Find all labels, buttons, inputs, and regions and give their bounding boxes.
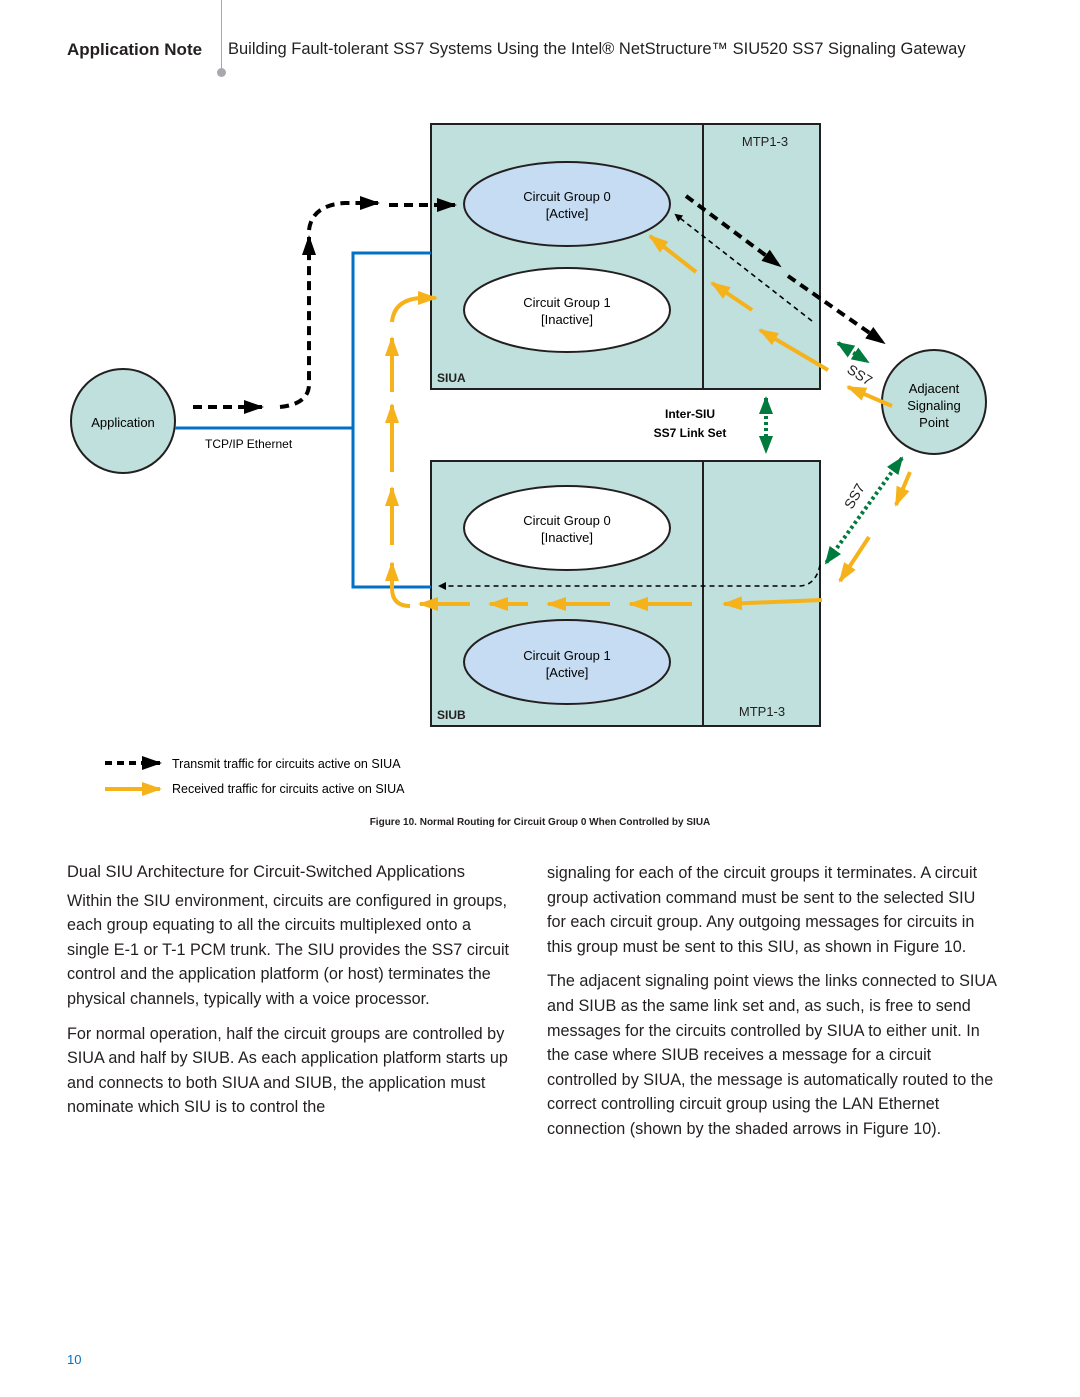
- application-node: [71, 369, 175, 473]
- svg-text:Signaling: Signaling: [907, 398, 961, 413]
- legend-received-label: Received traffic for circuits active on SIUA: [172, 782, 405, 796]
- siua-label: SIUA: [437, 371, 466, 385]
- svg-text:Inter-SIU: Inter-SIU: [664, 407, 716, 421]
- paragraph-3: signaling for each of the circuit groups it terminates. A circuit group activation command must be sent to the selected SIU for each circuit group. Any outgoing messages for circuits in this group must be sent to this SIU, as shown in Figure 10.: [547, 864, 978, 956]
- svg-text:[Inactive]: [Inactive]: [540, 312, 594, 327]
- circuit-group-0-siua: [464, 162, 670, 246]
- circuit-group-1-siub: [464, 620, 670, 704]
- adjacent-signaling-point: [882, 350, 986, 454]
- inter-siu-link: [654, 398, 766, 452]
- svg-text:Point: Point: [919, 415, 949, 430]
- siua-box: [431, 124, 820, 389]
- svg-text:Circuit Group 0: Circuit Group 0: [523, 189, 611, 204]
- svg-text:SS7 Link Set: SS7 Link Set: [653, 426, 727, 440]
- body-column-left: [67, 860, 517, 1130]
- circuit-group-1-siua: [464, 268, 670, 352]
- paragraph-4: The adjacent signaling point views the links connected to SIUA and SIUB as the same link set and, as such, is free to send messages for the circuits controlled by SIUA to either unit. In the case where SIUB receives a message for a circuit controlled by SIUA, the message is automatically routed to the correct controlling circuit group using the LAN Ethernet connection (shown by the shaded arrows in Figure 10).: [547, 972, 997, 1138]
- svg-text:[Active]: [Active]: [545, 206, 589, 221]
- svg-text:Circuit Group 0: Circuit Group 0: [523, 513, 611, 528]
- svg-text:Adjacent: Adjacent: [908, 381, 960, 396]
- section-heading: Dual SIU Architecture for Circuit-Switched Applications: [67, 863, 465, 881]
- mtp-top-label: MTP1-3: [741, 134, 789, 149]
- circuit-group-0-siub: [464, 486, 670, 570]
- figure-caption: Figure 10. Normal Routing for Circuit Group 0 When Controlled by SIUA: [369, 817, 711, 828]
- siub-label: SIUB: [437, 708, 466, 722]
- paragraph-2: For normal operation, half the circuit groups are controlled by SIUA and half by SIUB. As each application platform starts up and connects to both SIUA and SIUB, the application must nominate which SIU is to control the: [67, 1024, 508, 1117]
- mtp-bottom-label: MTP1-3: [738, 704, 786, 719]
- ss7-lower-label: SS7: [840, 480, 868, 512]
- body-column-right: [547, 861, 997, 1152]
- svg-text:Circuit Group 1: Circuit Group 1: [523, 295, 611, 310]
- header-label: Application Note: [67, 40, 203, 59]
- ss7-upper-label: SS7: [844, 360, 876, 389]
- svg-text:[Active]: [Active]: [545, 665, 589, 680]
- paragraph-1: Within the SIU environment, circuits are configured in groups, each group equating to all the circuits multiplexed onto a single E-1 or T-1 PCM trunk. The SIU provides the SS7 circuit control and the application platform (or host) terminates the physical channels, typically with a voice processor.: [67, 891, 510, 1008]
- svg-text:Application: Application: [91, 415, 155, 430]
- svg-text:[Inactive]: [Inactive]: [540, 530, 594, 545]
- legend-transmit-label: Transmit traffic for circuits active on SIUA: [172, 757, 401, 771]
- page-number: 10: [67, 1352, 82, 1367]
- figure-legend: [105, 757, 405, 796]
- header-title: Building Fault-tolerant SS7 Systems Using the Intel® NetStructure™ SIU520 SS7 Signaling Gateway: [228, 40, 966, 58]
- tcpip-label: TCP/IP Ethernet: [205, 437, 293, 451]
- svg-text:Circuit Group 1: Circuit Group 1: [523, 648, 611, 663]
